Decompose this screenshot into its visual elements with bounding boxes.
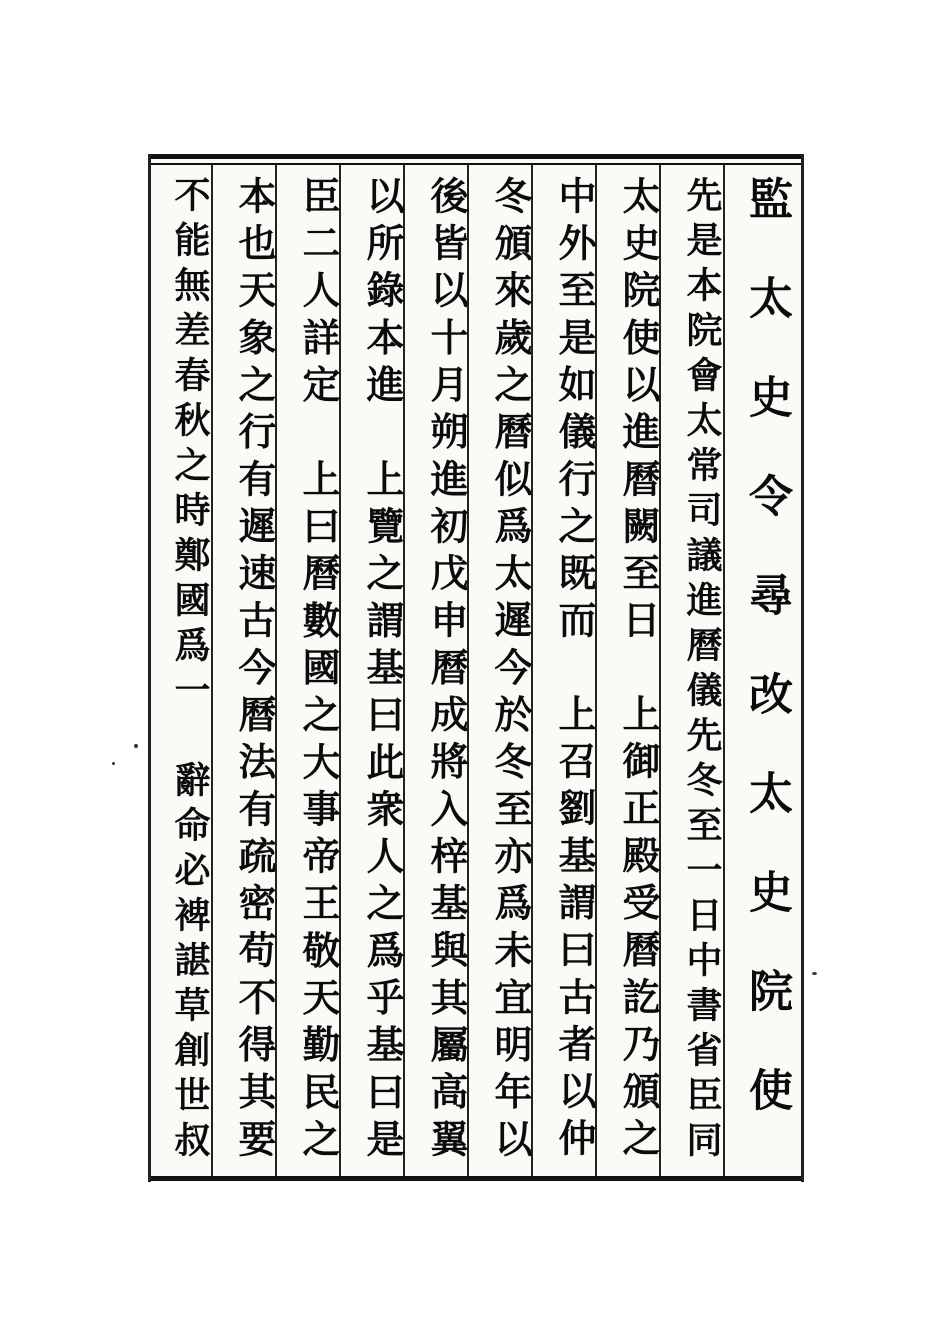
top-border-rule-inner bbox=[148, 163, 804, 165]
column-text-elevated: 上御正殿受曆訖乃頒之 bbox=[616, 694, 661, 1166]
column-text: 不能無差春秋之時鄭國爲一 bbox=[169, 176, 211, 716]
text-column-2 bbox=[672, 176, 732, 1166]
column-text-elevated: 上覽之謂基曰此衆人之爲乎基曰是 bbox=[360, 458, 405, 1166]
ink-speck bbox=[134, 744, 138, 748]
right-border-rule bbox=[801, 154, 804, 1182]
bottom-border-rule bbox=[148, 1176, 804, 1181]
column-text: 太史院使以進曆闕至日 bbox=[616, 176, 661, 648]
column-text: 本也天象之行有遲速古今曆法有疏密苟不得其要 bbox=[232, 176, 277, 1166]
text-column-6 bbox=[416, 176, 476, 1166]
text-column-1 bbox=[736, 176, 796, 1166]
column-text: 後皆以十月朔進初戊申曆成將入梓基與其屬高翼 bbox=[424, 176, 469, 1166]
text-column-4 bbox=[544, 176, 604, 1166]
column-text: 臣二人詳定 bbox=[296, 176, 341, 412]
text-column-8 bbox=[288, 176, 348, 1166]
ink-speck bbox=[112, 762, 115, 765]
top-border-rule bbox=[148, 154, 804, 159]
column-text: 中外至是如儀行之既而 bbox=[552, 176, 597, 648]
text-column-9 bbox=[224, 176, 284, 1166]
column-text-elevated: 上曰曆數國之大事帝王敬天勤民之 bbox=[296, 458, 341, 1166]
column-text: 以所錄本進 bbox=[360, 176, 405, 412]
column-text: 監太史令尋改太史院使 bbox=[741, 176, 792, 1166]
printed-page-block bbox=[148, 154, 804, 1182]
ink-speck bbox=[812, 972, 817, 975]
column-text: 辭命必裨諶草創世叔 bbox=[169, 761, 211, 1166]
text-column-3 bbox=[608, 176, 668, 1166]
left-border-rule bbox=[148, 154, 151, 1182]
text-column-5 bbox=[480, 176, 540, 1166]
column-text-elevated: 上召劉基謂曰古者以仲 bbox=[552, 694, 597, 1166]
text-column-10 bbox=[160, 176, 220, 1166]
column-text: 先是本院會太常司議進曆儀先冬至一日中書省臣同 bbox=[681, 176, 723, 1166]
column-text: 冬頒來歲之曆似爲太遲今於冬至亦爲未宜明年以 bbox=[488, 176, 533, 1166]
text-column-7 bbox=[352, 176, 412, 1166]
